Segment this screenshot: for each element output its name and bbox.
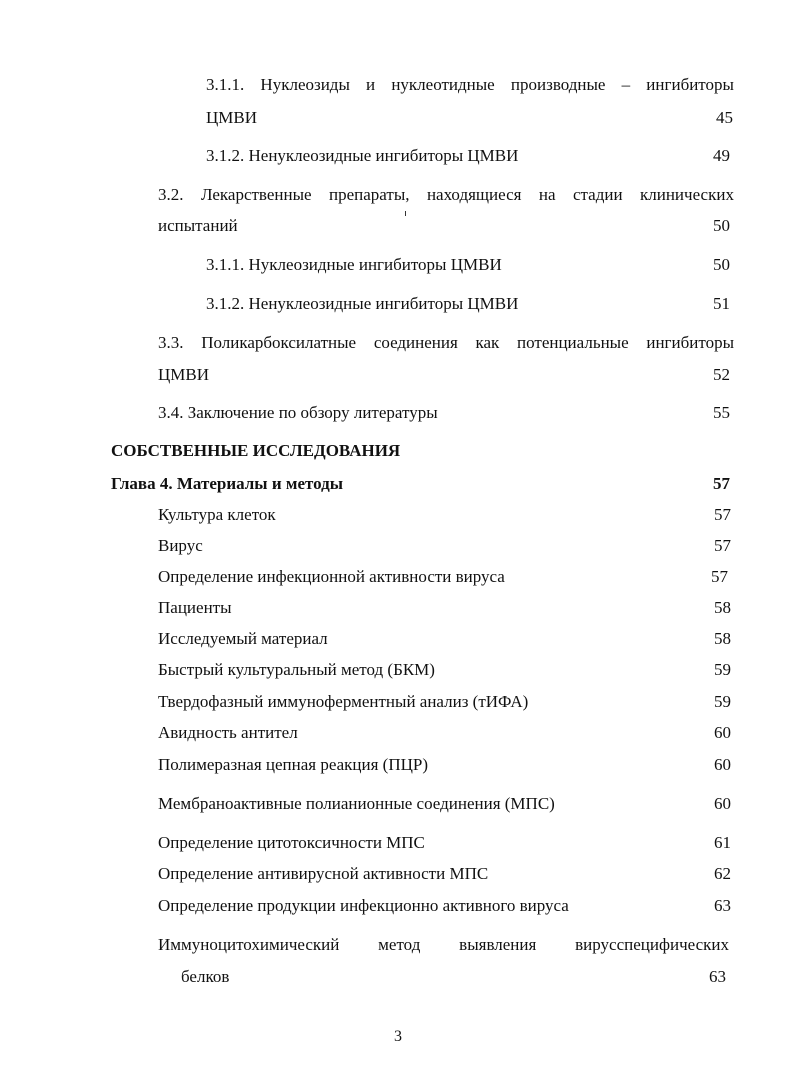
toc-word: 3.1.1. — [206, 75, 245, 94]
toc-entry-immunocyto-cont: белков — [181, 967, 230, 986]
toc-word: нуклеотидные — [391, 75, 495, 94]
toc-word: ингибиторы — [646, 75, 734, 94]
toc-item-label: Авидность антител — [158, 723, 298, 742]
toc-item-label: Пациенты — [158, 598, 232, 617]
toc-item-page: 62 — [714, 864, 731, 883]
toc-page-3-2-sub-2: 51 — [713, 294, 730, 313]
toc-entry-3-3-cont: ЦМВИ — [158, 365, 210, 384]
toc-word: 3.2. — [158, 185, 184, 204]
toc-entry-3-2-sub-2: 3.1.2. Ненуклеозидные ингибиторы ЦМВИ — [206, 294, 519, 313]
toc-item-label: Быстрый культуральный метод (БКМ) — [158, 660, 435, 679]
toc-entry-3-1-1-cont: ЦМВИ — [206, 108, 258, 127]
chapter-4-heading: Глава 4. Материалы и методы — [111, 474, 344, 493]
toc-item-page: 59 — [714, 692, 731, 711]
toc-item-page: 63 — [714, 896, 731, 915]
toc-entry-3-2 — [158, 185, 734, 205]
toc-item-label: Культура клеток — [158, 505, 276, 524]
toc-item-label: Мембраноактивные полианионные соединения (МПС) — [158, 794, 555, 813]
toc-word: выявления — [459, 935, 537, 954]
toc-page-immunocyto: 63 — [709, 967, 726, 986]
toc-item-page: 59 — [714, 660, 731, 679]
toc-word: Нуклеозиды — [260, 75, 350, 94]
toc-word: 3.3. — [158, 333, 184, 352]
chapter-4-page: 57 — [713, 474, 730, 493]
toc-item-page: 60 — [714, 723, 731, 742]
toc-item-label: Исследуемый материал — [158, 629, 328, 648]
toc-word: Иммуноцитохимический — [158, 935, 340, 954]
toc-item-label: Твердофазный иммуноферментный анализ (тИФА) — [158, 692, 529, 711]
toc-word: вирусспецифических — [575, 935, 729, 954]
stray-mark — [405, 211, 406, 216]
toc-word: ингибиторы — [646, 333, 734, 352]
toc-item-label: Вирус — [158, 536, 203, 555]
toc-word: как — [475, 333, 500, 352]
toc-word: Поликарбоксилатные — [201, 333, 357, 352]
toc-page-3-1-2: 49 — [713, 146, 730, 165]
toc-page-3-1-1: 45 — [716, 108, 733, 127]
toc-item-page: 61 — [714, 833, 731, 852]
toc-word: производные — [510, 75, 606, 94]
toc-item-page: 57 — [711, 567, 728, 586]
toc-word: метод — [378, 935, 421, 954]
toc-item-page: 57 — [714, 536, 731, 555]
toc-item-page: 58 — [714, 598, 731, 617]
toc-entry-3-1-1 — [206, 75, 734, 95]
toc-word: – — [621, 75, 631, 94]
toc-entry-3-1-2: 3.1.2. Ненуклеозидные ингибиторы ЦМВИ — [206, 146, 519, 165]
toc-word: и — [366, 75, 376, 94]
toc-item-label: Определение антивирусной активности МПС — [158, 864, 489, 883]
toc-item-label: Определение продукции инфекционно активного вируса — [158, 896, 569, 915]
toc-page-3-2-sub-1: 50 — [713, 255, 730, 274]
toc-word: препараты, — [329, 185, 410, 204]
toc-item-label: Определение инфекционной активности вируса — [158, 567, 505, 586]
toc-word: потенциальные — [517, 333, 629, 352]
toc-item-page: 60 — [714, 794, 731, 813]
toc-entry-immunocyto — [158, 935, 729, 955]
toc-word: Лекарственные — [200, 185, 312, 204]
toc-page-3-3: 52 — [713, 365, 730, 384]
toc-item-label: Определение цитотоксичности МПС — [158, 833, 425, 852]
toc-entry-3-2-cont: испытаний — [158, 216, 238, 235]
toc-item-page: 60 — [714, 755, 731, 774]
toc-page-3-4: 55 — [713, 403, 730, 422]
toc-word: стадии — [572, 185, 623, 204]
page-number: 3 — [394, 1028, 402, 1045]
toc-word: на — [538, 185, 556, 204]
toc-word: находящиеся — [426, 185, 522, 204]
toc-item-page: 57 — [714, 505, 731, 524]
toc-word: клинических — [639, 185, 734, 204]
toc-item-label: Полимеразная цепная реакция (ПЦР) — [158, 755, 429, 774]
toc-entry-3-4: 3.4. Заключение по обзору литературы — [158, 403, 438, 422]
toc-page-3-2: 50 — [713, 216, 730, 235]
toc-word: соединения — [373, 333, 458, 352]
toc-entry-3-3 — [158, 333, 734, 353]
toc-item-page: 58 — [714, 629, 731, 648]
toc-entry-3-2-sub-1: 3.1.1. Нуклеозидные ингибиторы ЦМВИ — [206, 255, 502, 274]
section-heading: СОБСТВЕННЫЕ ИССЛЕДОВАНИЯ — [111, 441, 401, 460]
